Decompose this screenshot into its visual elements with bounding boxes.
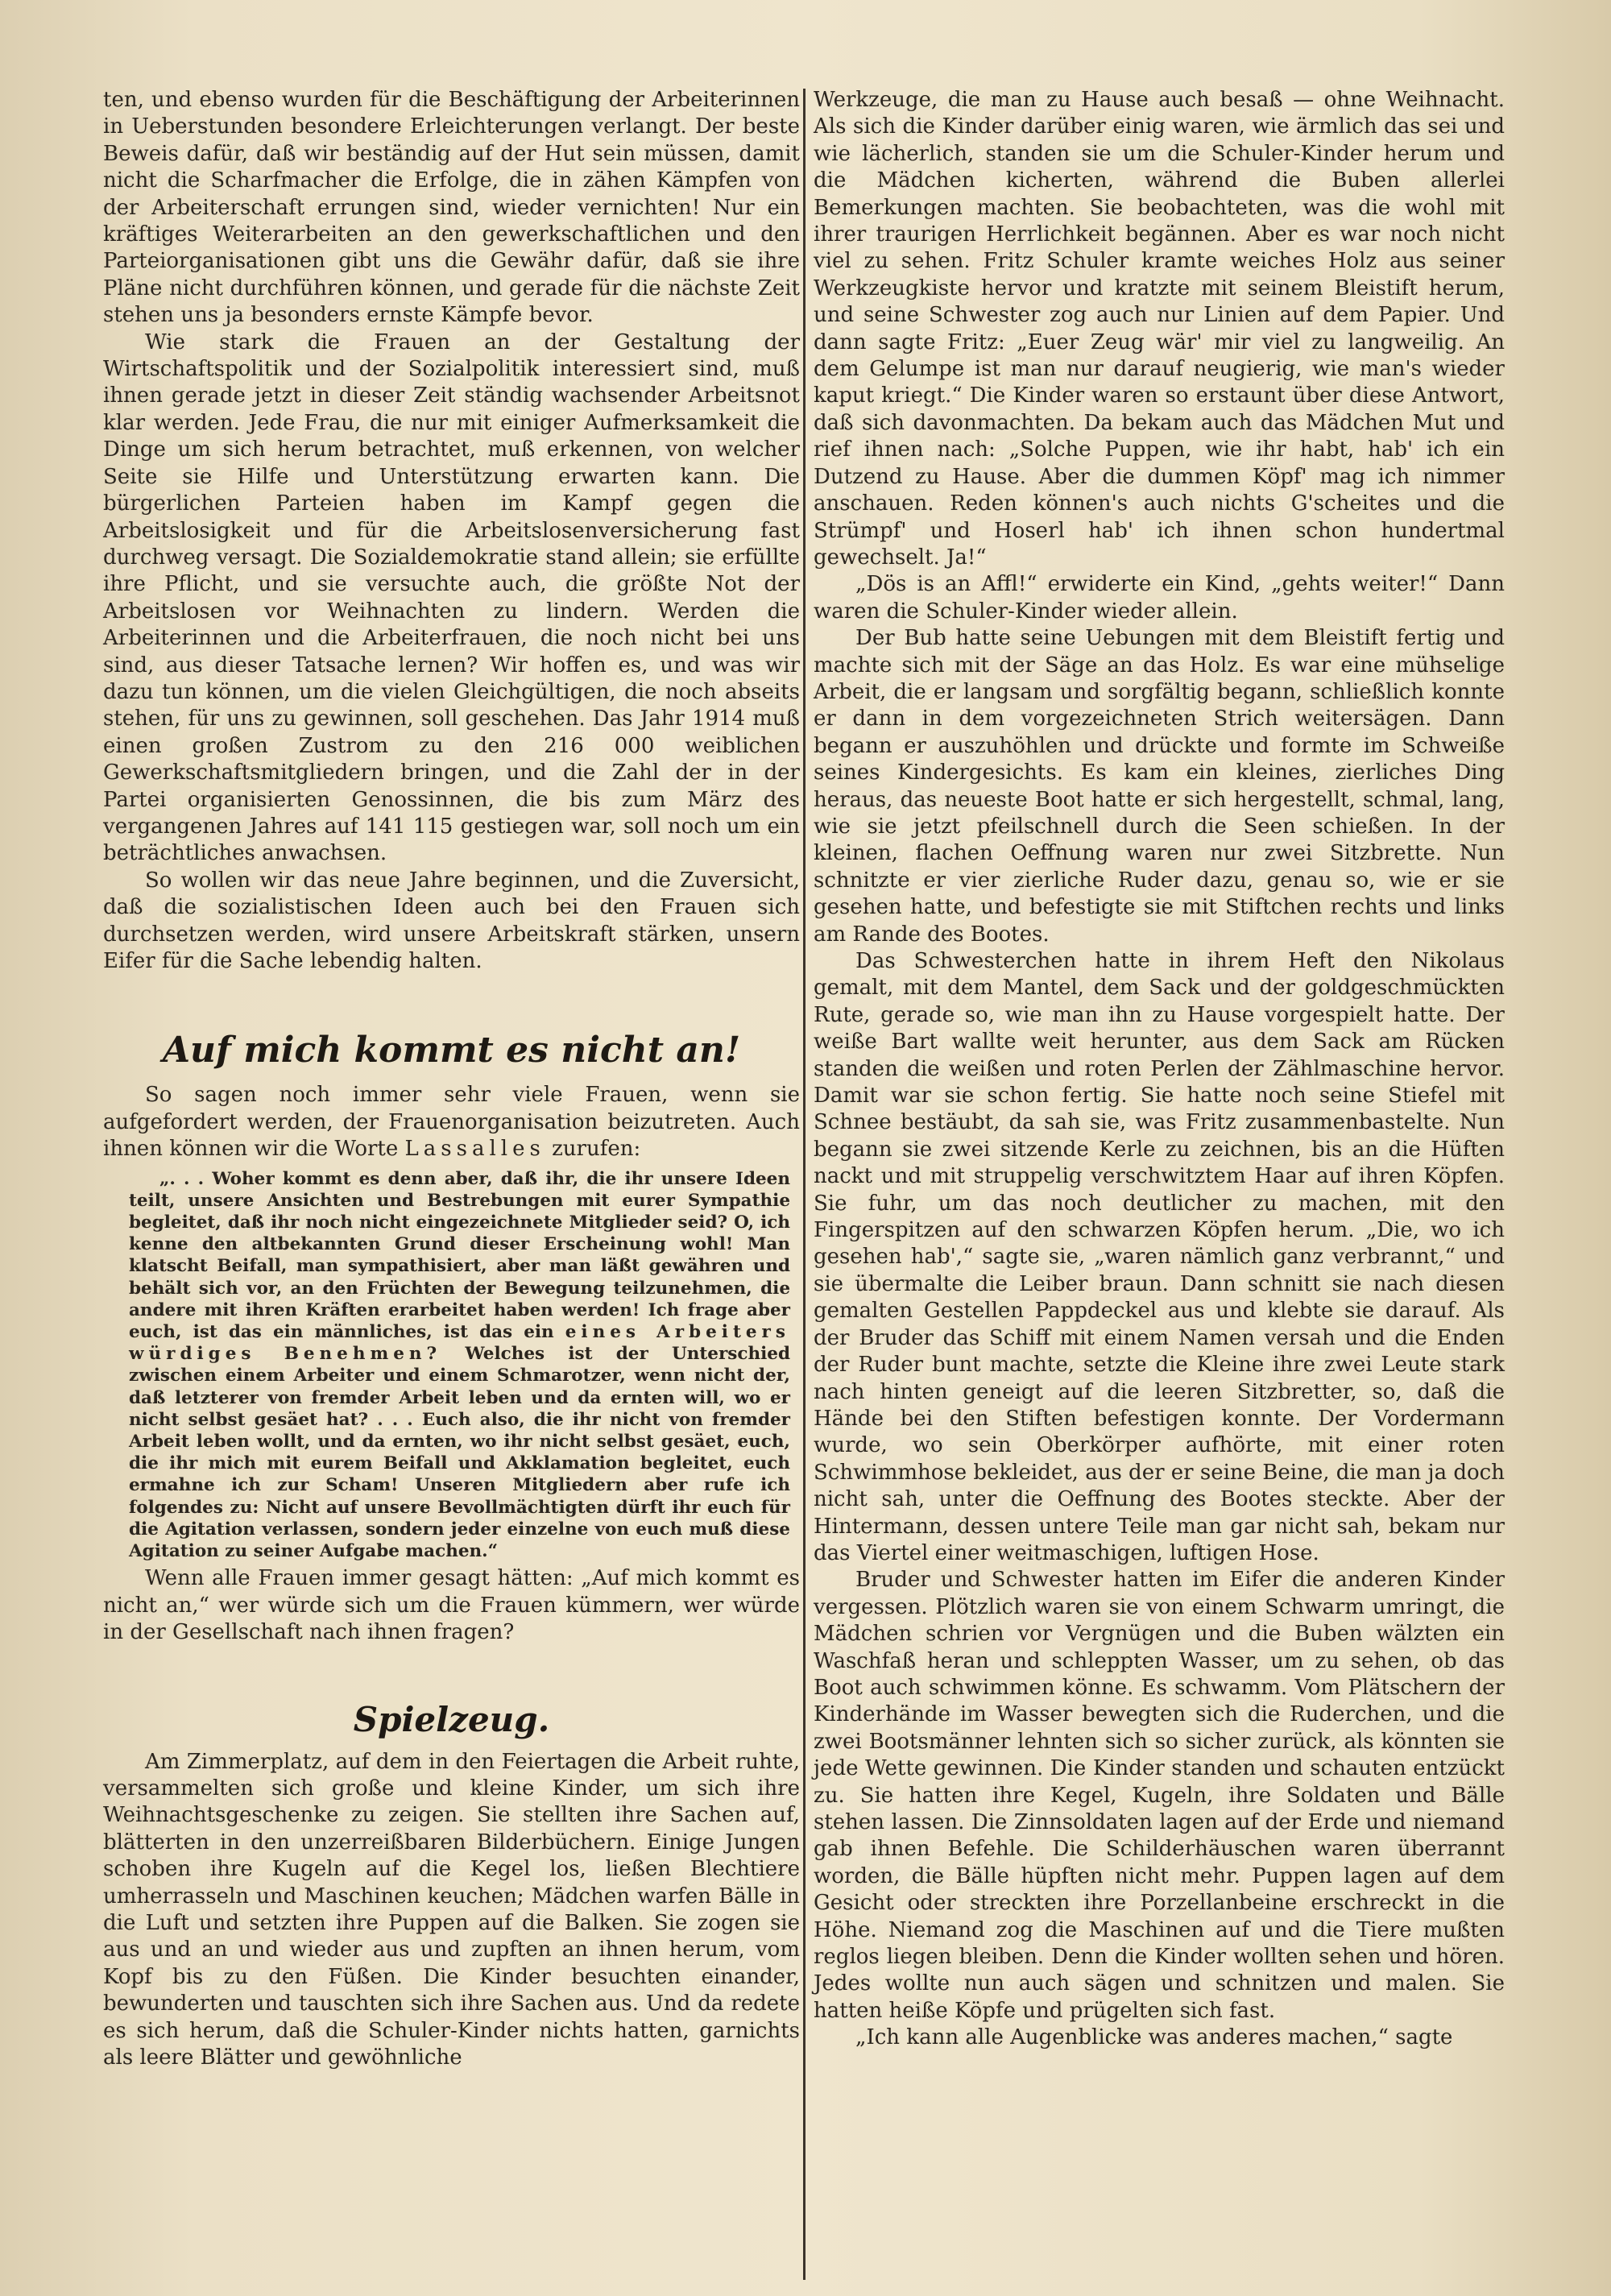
story-heading: Spielzeug. bbox=[353, 1699, 550, 1739]
article-paragraph bbox=[103, 1082, 800, 1163]
left-column bbox=[103, 87, 800, 2071]
article-heading: Auf mich kommt es nicht an! bbox=[162, 1030, 741, 1071]
story-paragraph: Am Zimmerplatz, auf dem in den Feiertagen die Arbeit ruhte, versammelten sich große und kleine Kinder, um sich ihre Weihnachtsgeschenke zu zeigen. Sie stellten ihre Sachen auf, blätterten in den unzerreißbaren Bilderbüchern. Einige Jungen schoben ihre Kugeln auf die Kegel los, ließen Blechtiere umherrasseln und Maschinen keuchen; Mädchen warfen Bälle in die Luft und setzten ihre Puppen auf die Balken. Sie zogen sie aus und an und wieder aus und zupften an ihnen herum, vom Kopf bis zu den Füßen. Die Kinder besuchten einander, bewunderten und tauschten sich ihre Sachen aus. Und da redete es sich herum, daß die Schuler-Kinder nichts hatten, garnichts als leere Blätter und gewöhnliche bbox=[103, 1749, 800, 2070]
article-paragraph: ten, und ebenso wurden für die Beschäftigung der Arbeiterinnen in Ueberstunden besondere Erleichterungen verlangt. Der beste Beweis dafür, daß wir beständig auf der Hut sein müssen, damit nicht die Scharfmacher die Erfolge, die in zähen Kämpfen von der Arbeiterschaft errungen sind, wieder vernichten! Nur ein kräftiges Weiterarbeiten an den gewerkschaftlichen und den Parteiorganisationen gibt uns die Gewähr dafür, daß sie ihre Pläne nicht durchführen können, und gerade für die nächste Zeit stehen uns ja besonders ernste Kämpfe bevor. bbox=[103, 88, 800, 328]
story-paragraph: „Ich kann alle Augenblicke was anderes machen,“ sagte bbox=[855, 2025, 1453, 2050]
story-paragraph: Der Bub hatte seine Uebungen mit dem Bleistift fertig und machte sich mit der Säge an das Holz. Es war eine mühselige Arbeit, die er langsam und sorgfältig begann, schließlich konnte er dann in dem vorgezeichneten Strich weitersägen. Dann begann er auszuhöhlen und drückte und formte im Schweiße seines Kindergesichts. Es kam ein kleines, zierliches Ding heraus, das neueste Boot hatte er sich hergestellt, schmal, lang, wie sie jetzt pfeilschnell durch die Seen schießen. In der kleinen, flachen Oeffnung waren nur zwei Sitzbrette. Nun schnitzte er vier zierliche Ruder dazu, genau so, wie er sie gesehen hatte, und befestigte sie mit Stiftchen rechts und links am Rande des Bootes. bbox=[814, 626, 1505, 947]
article-paragraph: Wie stark die Frauen an der Gestaltung der Wirtschaftspolitik und der Sozialpolitik interessiert sind, muß ihnen gerade jetzt in dieser Zeit ständig wachsender Arbeitsnot klar werden. Jede Frau, die nur mit einiger Aufmerksamkeit die Dinge um sich herum betrachtet, muß erkennen, von welcher Seite sie Hilfe und Unterstützung erwarten kann. Die bürgerlichen Parteien haben im Kampf gegen die Arbeitslosigkeit und für die Arbeitslosenversicherung fast durchweg versagt. Die Sozialdemokratie stand allein; sie erfüllte ihre Pflicht, und sie versuchte auch, die größte Not der Arbeitslosen vor Weihnachten zu lindern. Werden die Arbeiterinnen und die Arbeiterfrauen, die noch nicht bei uns sind, aus dieser Tatsache lernen? Wir hoffen es, und was wir dazu tun können, um die vielen Gleichgültigen, die noch abseits stehen, für uns zu gewinnen, soll geschehen. Das Jahr 1914 muß einen großen Zustrom zu den 216 000 weiblichen Gewerkschaftsmitgliedern bringen, und die Zahl der in der Partei organisierten Genossinnen, die bis zum März des vergangenen Jahres auf 141 115 gestiegen war, soll noch um ein beträchtliches anwachsen. bbox=[103, 329, 800, 866]
story-paragraph: „Dös is an Affl!“ erwiderte ein Kind, „gehts weiter!“ Dann waren die Schuler-Kinder wieder allein. bbox=[814, 572, 1505, 624]
story-paragraph: Werkzeuge, die man zu Hause auch besaß — ohne Weihnacht. Als sich die Kinder darüber einig waren, wie ärmlich das sei und wie lächerlich, standen sie um die Schuler-Kinder herum und die Mädchen kicherten, während die Buben allerlei Bemerkungen machten. Sie beobachteten, was die wohl mit ihrer traurigen Herrlichkeit begännen. Aber es war noch nicht viel zu sehen. Fritz Schuler kramte weiches Holz aus seiner Werkzeugkiste hervor und kratzte mit seinem Bleistift herum, und seine Schwester zog auch nur Linien auf dem Papier. Und dann sagte Fritz: „Euer Zeug wär' mir viel zu langweilig. An dem Gelumpe ist man nur darauf neugierig, wie man's wieder kaput kriegt.“ Die Kinder waren so erstaunt über diese Antwort, daß sich davonmachten. Da bekam auch das Mädchen Mut und rief ihnen nach: „Solche Puppen, wie ihr habt, hab' ich ein Dutzend zu Hause. Aber die dummen Köpf' mag ich nimmer anschauen. Reden können's auch nichts G'scheites und die Strümpf' und Hoserl hab' ich ihnen schon hundertmal gewechselt. Ja!“ bbox=[814, 88, 1505, 570]
article-paragraph: So wollen wir das neue Jahre beginnen, und die Zuversicht, daß die sozialistischen Ideen auch bei den Frauen sich durchsetzen werden, wird unsere Arbeitskraft stärken, unsern Eifer für die Sache lebendig halten. bbox=[103, 868, 800, 973]
column-divider bbox=[803, 89, 806, 2280]
intro-text: So sagen noch immer sehr viele Frauen, wenn sie aufgefordert werden, der Frauenorganisation beizutreten. Auch ihnen können wir die Worte bbox=[103, 1083, 800, 1162]
author-name: Lassalles bbox=[404, 1137, 545, 1162]
right-column bbox=[814, 87, 1505, 2052]
story-paragraph: Bruder und Schwester hatten im Eifer die anderen Kinder vergessen. Plötzlich waren sie von einem Schwarm umringt, die Mädchen schrien vor Vergnügen und die Buben wälzten ein Waschfaß heran und schleppten Wasser, um zu sehen, ob das Boot auch schwimmen könne. Es schwamm. Vom Plätschern der Kinderhände im Wasser bewegten sich die Ruderchen, und die zwei Bootsmänner lehnten sich so sicher zurück, als könnten sie jede Wette gewinnen. Die Kinder standen und schauten entzückt zu. Sie hatten ihre Kegel, Kugeln, ihre Soldaten und Bälle stehen lassen. Die Zinnsoldaten lagen auf der Erde und niemand gab ihnen Befehle. Die Schilderhäuschen waren überrannt worden, die Bälle hüpften nicht mehr. Puppen lagen auf dem Gesicht oder streckten ihre Porzellanbeine erschreckt in die Höhe. Niemand zog die Maschinen auf und die Tiere mußten reglos liegen bleiben. Denn die Kinder wollten sehen und hören. Jedes wollte nun auch sägen und schnitzen und malen. Sie hatten heiße Köpfe und prügelten sich fast. bbox=[814, 1568, 1505, 2023]
quote-part: Welches ist der Unterschied zwischen einem Arbeiter und einem Schmarotzer, wenn nicht der, daß letzterer von fremder Arbeit leben und da ernten will, wo er nicht selbst gesäet hat? . . . Euch also, die ihr nicht von fremder Arbeit leben wollt, und da ernten, wo ihr nicht selbst gesäet, euch, die ihr mich mit eurem Beifall und Akklamation begleitet, euch ermahne ich zur Scham! Unseren Mitgliedern aber rufe ich folgendes zu: Nicht auf unsere Bevollmächtigten dürft ihr euch für die Agitation verlassen, sondern jeder einzelne von euch muß diese Agitation zu seiner Aufgabe machen.“ bbox=[129, 1344, 791, 1562]
intro-text-end: zurufen: bbox=[552, 1137, 641, 1162]
block-quote bbox=[103, 1168, 800, 1563]
quote-part: „. . . Woher kommt es denn aber, daß ihr, die ihr unsere Ideen teilt, unsere Ansichten und Bestrebungen mit eurer Sympathie begleitet, daß ihr noch nicht eingezeichnete Mitglieder seid? O, ich kenne den altbekannten Grund dieser Erscheinung wohl! Man klatscht Beifall, man sympathisiert, aber man läßt gewähren und behält sich vor, an den Früchten der Bewegung teilzunehmen, die andere mit ihren Kräften erarbeitet haben werden! Ich frage aber euch, ist das ein männliches, ist das ein bbox=[129, 1168, 790, 1343]
quote-spaced-emphasis: eines Arbeiters würdiges Benehmen? bbox=[129, 1322, 790, 1365]
story-paragraph: Das Schwesterchen hatte in ihrem Heft den Nikolaus gemalt, mit dem Mantel, dem Sack und der goldgeschmückten Rute, gerade so, wie man ihn zu Hause vorgespielt hatte. Der weiße Bart wallte weit herunter, aus dem Sack am Rücken standen die weißen und roten Perlen der Zählmaschine hervor. Damit war sie schon fertig. Sie hatte noch seine Stiefel mit Schnee bestäubt, da sah sie, was Fritz zusammenbastelte. Nun begann sie zwei sitzende Kerle zu zeichnen, bis an die Hüften nackt und mit struppelig verschwitztem Haar auf ihren Köpfen. Sie fuhr, um das noch deutlicher zu machen, mit den Fingerspitzen auf den schwarzen Köpfen herum. „Die, wo ich gesehen hab',“ sagte sie, „waren nämlich ganz verbrannt,“ und sie übermalte die Leiber braun. Dann schnitt sie nach diesen gemalten Gestellen Pappdeckel aus und klebte sie darauf. Als der Bruder das Schiff mit einem Namen versah und die Enden der Ruder bunt machte, setzte die Kleine ihre zwei Leute stark nach hinten geneigt auf die leeren Sitzbretter, so, daß die Hände bei den Stiften befestigen konnte. Der Vordermann wurde, wo sein Oberkörper aufhörte, mit einer roten Schwimmhose bekleidet, aus der er seine Beine, die man ja doch nicht sah, unter die Oeffnung des Bootes steckte. Aber der Hintermann, dessen untere Teile man gar nicht sah, bekam nur das Viertel einer weitmaschigen, luftigen Hose. bbox=[814, 949, 1505, 1565]
article-paragraph: Wenn alle Frauen immer gesagt hätten: „Auf mich kommt es nicht an,“ wer würde sich um die Frauen kümmern, wer würde in der Gesellschaft nach ihnen fragen? bbox=[103, 1566, 800, 1645]
